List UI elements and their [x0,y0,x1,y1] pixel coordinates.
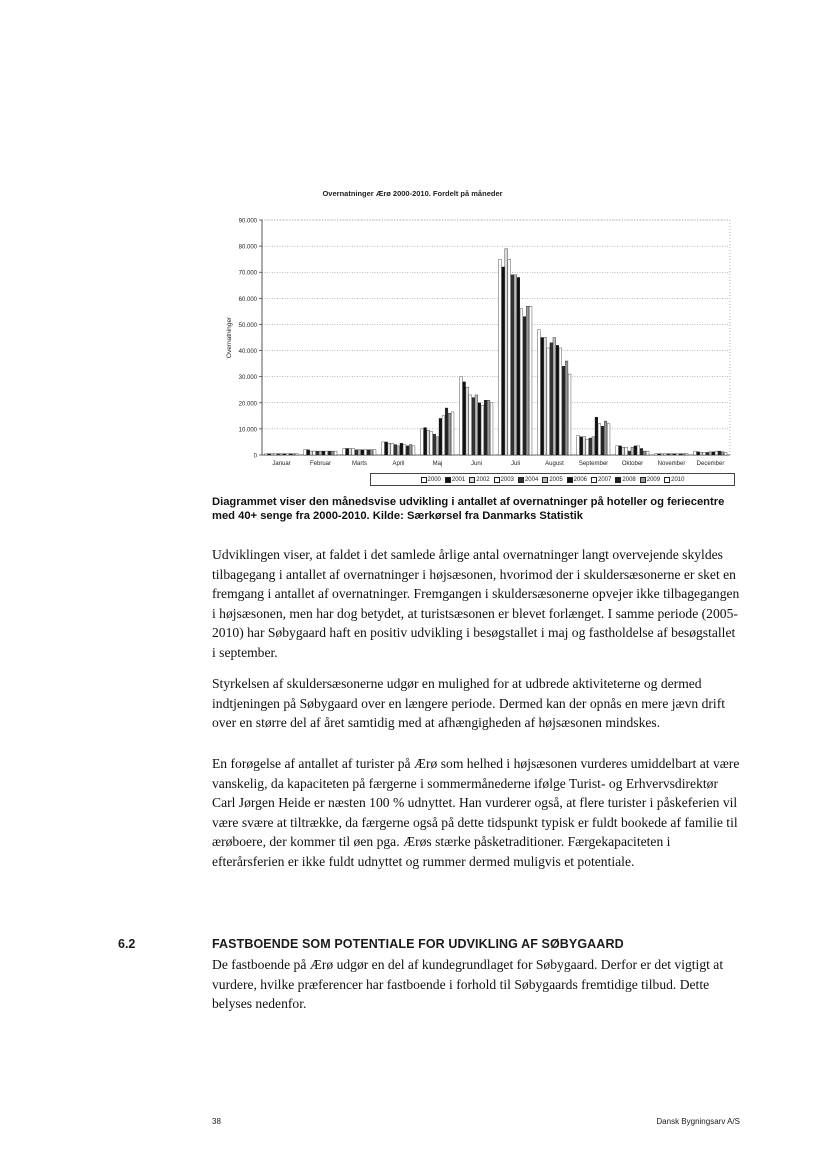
bar [487,400,490,455]
x-tick-label: December [696,461,725,467]
bar [550,343,553,455]
legend-swatch [469,477,475,483]
bar [568,374,571,455]
bar [346,448,349,455]
bar [517,277,520,455]
bar [490,403,493,455]
bar [718,451,721,455]
bar [670,454,673,455]
bar [271,454,274,455]
bar [367,450,370,455]
bar [616,446,619,455]
bar [466,387,469,455]
bar [382,442,385,455]
bar [544,338,547,456]
bar [388,443,391,455]
x-tick-label: Januar [272,461,291,467]
bar [499,259,502,455]
bar [310,451,313,455]
y-tick-label: 70.000 [238,270,257,277]
bar [589,438,592,455]
bar [586,439,589,455]
bar [709,452,712,455]
bar [634,446,637,455]
bar [313,451,316,455]
bar [712,452,715,455]
legend-label: 2004 [524,476,539,483]
legend-item [591,477,611,483]
bar [631,447,634,455]
y-axis-label: Overnatninger [226,316,233,359]
bar [637,446,640,455]
bar [655,454,658,455]
bar [721,452,724,455]
bar [394,445,397,455]
bar [607,424,610,455]
bar [289,454,292,455]
bar [523,317,526,455]
bar [286,454,289,455]
y-tick-label: 20.000 [238,401,257,408]
bar [661,454,664,455]
legend-swatch [494,477,500,483]
bar [265,454,268,455]
bar [595,417,598,455]
legend-item [494,477,514,483]
bar [682,454,685,455]
bar [304,450,307,455]
bar [559,348,562,455]
bar [700,452,703,455]
x-tick-label: November [657,461,686,467]
bar [556,345,559,455]
x-tick-label: Juni [470,461,483,467]
plot-area [262,220,730,455]
bar [541,338,544,456]
bar [421,429,424,455]
x-tick-label: Maj [432,461,443,467]
bar [331,451,334,455]
bar [403,445,406,455]
bar [397,446,400,455]
bar [391,443,394,455]
bar [442,416,445,455]
bar [436,437,439,455]
legend-item [640,477,660,483]
bar [385,442,388,455]
bar [424,428,427,455]
bar [451,412,454,455]
page-number: 38 [212,1117,221,1126]
bar [658,454,661,455]
bar [334,451,337,455]
bar [502,267,505,455]
bar [316,451,319,455]
bar [562,366,565,455]
bar [598,424,601,455]
x-tick-label: Marts [352,461,367,467]
bar [430,432,433,456]
bar [325,451,328,455]
legend-swatch [518,477,524,483]
bar [505,249,508,455]
y-tick-label: 10.000 [238,427,257,434]
bar [520,309,523,455]
legend-label: 2007 [598,476,612,483]
bar [481,405,484,455]
bar [307,450,310,455]
bar [679,454,682,455]
bar [328,451,331,455]
bar [685,454,688,455]
x-tick-label: August [545,461,564,467]
bar [622,447,625,455]
bar [373,450,376,455]
legend-swatch [421,477,427,483]
bar [280,454,283,455]
legend-swatch [567,477,573,483]
legend-item [542,477,562,483]
y-tick-label: 90.000 [238,218,257,225]
bar [508,259,511,455]
paragraph: Udviklingen viser, at faldet i det samlede årlige antal overnatninger langt overvejende skyldes tilbagegang i antallet af overnatninger i højsæsonen, hvorimod der i skuldersæsonerne er sket en fremgang i antallet af overnatninger. Fremgangen i skuldersæsonerne opvejer ikke tilbagegangen i højsæsonen, men har dog betydet, at turistsæsonen er blevet forlænget. I samme periode (2005-2010) har Søbygaard haft en positiv udvikling i besøgstallet i maj og fastholdelse af besøgstallet i september. [212,547,740,660]
bar [625,447,628,455]
bar [646,451,649,455]
y-tick-label: 40.000 [238,349,257,356]
legend-swatch [664,477,670,483]
bar [283,454,286,455]
legend-item [615,477,635,483]
bar [628,451,631,455]
bar [460,377,463,455]
bar [472,398,475,455]
bar [292,454,295,455]
bar [433,434,436,455]
legend-item [469,477,489,483]
section-number: 6.2 [118,937,136,951]
legend-label: 2008 [622,476,636,483]
bar [577,435,580,455]
legend-label: 2006 [573,476,588,483]
bar [553,338,556,456]
bar [697,452,700,455]
legend-item [518,477,538,483]
paragraph: En forøgelse af antallet af turister på Ærø som helhed i højsæsonen vurderes umiddelbart at være vanskelig, da kapaciteten på færgerne i sommermånederne ifølge Turist- og Erhvervsdirektør Carl Jørgen Heide er næsten 100 % udnyttet. Han vurderer også, at flere turister i påskeferien vil være svære at tiltrække, da færgerne også på dette tidspunkt typisk er fuldt bookede af familie til ærøboere, der kommer til øen pga. Ærøs stærke påsketraditioner. Færgekapaciteten i efterårsferien er ikke fuldt udnyttet og rummer dermed muligvis et potentiale. [212,756,740,869]
x-tick-label: Oktober [621,461,644,467]
legend-label: 2010 [671,476,685,483]
bar [706,452,709,455]
bar [445,408,448,455]
bar [673,454,676,455]
bar [601,426,604,455]
legend-label: 2000 [427,476,441,483]
y-tick-label: 30.000 [238,375,257,382]
bar [484,400,487,455]
bar [514,275,517,455]
y-tick-label: 50.000 [238,322,257,329]
bar [355,450,358,455]
bar [268,454,271,455]
legend-swatch [591,477,597,483]
legend-item [567,477,587,483]
bar [604,421,607,455]
bar [580,437,583,455]
legend-label: 2009 [646,476,661,483]
legend-item [664,477,684,483]
bar [427,430,430,455]
bar [319,451,322,455]
bar [406,446,409,455]
bar [667,454,670,455]
bar [349,448,352,455]
legend-label: 2003 [500,476,514,483]
bar [448,413,451,455]
bar [538,330,541,455]
bar [724,452,727,455]
bar [370,450,373,455]
bar [358,450,361,455]
bar [640,448,643,455]
legend-item [445,477,465,483]
bar [352,448,355,455]
footer-organization: Dansk Bygningsarv A/S [656,1117,740,1126]
bar [526,306,529,455]
bar [565,361,568,455]
bar [274,454,277,455]
bar [511,275,514,455]
paragraph: Styrkelsen af skuldersæsonerne udgør en mulighed for at udbrede aktiviteterne og dermed indtjeningen på Søbygaard over en længere periode. Dermed kan der opnås en mere jævn drift over en større del af året samtidig med at afhængigheden af højsæsonen mindskes. [212,676,725,731]
bar [409,445,412,455]
legend-item [421,477,441,483]
bar [592,437,595,455]
legend-swatch [615,477,621,483]
legend-swatch [542,477,548,483]
bar [703,452,706,455]
bar [676,454,679,455]
legend-label: 2001 [451,476,466,483]
bar [619,446,622,455]
bar [463,382,466,455]
bar [694,451,697,455]
bar-chart [0,0,825,480]
chart-caption: Diagrammet viser den månedsvise udvikling i antallet af overnatninger på hoteller og feriecentre med 40+ senge fra 2000-2010. Kilde: Særkørsel fra Danmarks Statistik [212,496,725,522]
y-tick-label: 80.000 [238,244,257,251]
bar [412,446,415,455]
bar [478,403,481,455]
legend-label: 2002 [476,476,490,483]
y-tick-label: 0 [253,453,257,460]
bar [343,448,346,455]
section-title: FASTBOENDE SOM POTENTIALE FOR UDVIKLING AF SØBYGAARD [212,937,624,951]
x-tick-label: Februar [309,461,332,467]
bar [361,450,364,455]
bar [475,395,478,455]
x-tick-label: April [392,461,405,467]
section-paragraph: De fastboende på Ærø udgør en del af kundegrundlaget for Søbygaard. Derfor er det vigtigt at vurdere, hvilke præferencer har fastboende i forhold til Søbygaards fremtidige tilbud. Dette belyses nedenfor. [212,957,724,1012]
chart-title: Overnatninger Ærø 2000-2010. Fordelt på måneder [322,189,503,198]
bar [715,451,718,455]
legend-swatch [445,477,451,483]
x-tick-label: September [578,461,609,467]
bar [469,395,472,455]
legend-swatch [640,477,646,483]
bar [529,306,532,455]
legend-label: 2005 [549,476,563,483]
bar [400,443,403,455]
bar [295,454,298,455]
bar [322,451,325,455]
bar [643,451,646,455]
bar [583,437,586,455]
bar [277,454,280,455]
bar [664,454,667,455]
y-tick-label: 60.000 [238,296,257,303]
bar [439,418,442,455]
bar [547,348,550,455]
chart-legend [370,473,735,486]
x-tick-label: Juli [510,461,521,467]
bar [364,450,367,455]
